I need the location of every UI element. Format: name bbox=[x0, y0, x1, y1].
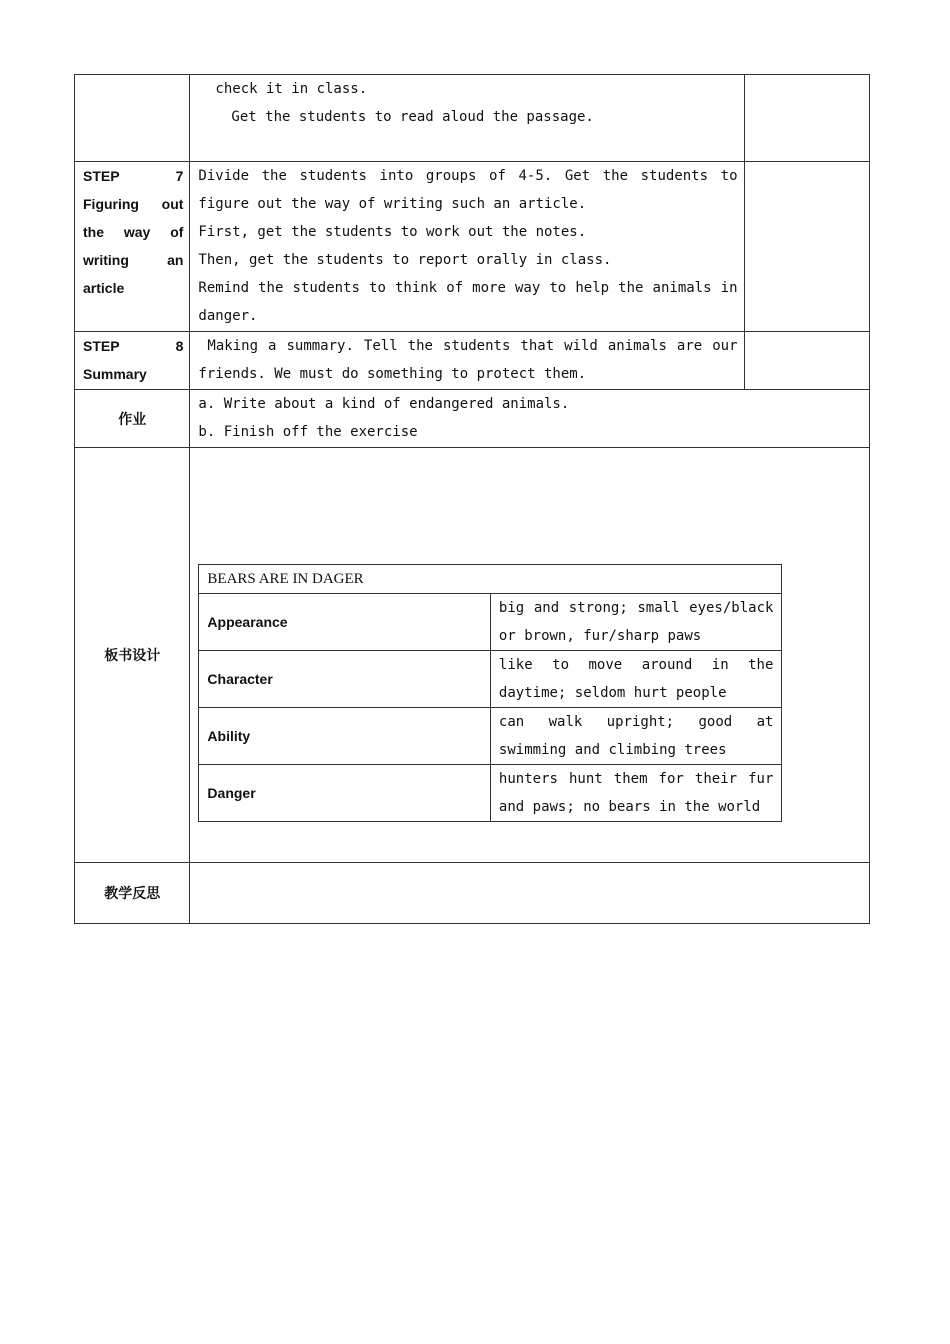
step7-row bbox=[75, 162, 870, 332]
step8-row bbox=[75, 332, 870, 390]
board-design-table bbox=[198, 564, 782, 822]
content-line: b. Finish off the exercise bbox=[198, 424, 418, 440]
content-line: Making a summary. Tell the students that wild animals are our friends. We must do something to protect them. bbox=[198, 338, 738, 382]
continued-content-cell bbox=[190, 75, 744, 162]
content-line: Remind the students to think of more way to help the animals in danger. bbox=[198, 280, 738, 324]
board-key: Ability bbox=[199, 708, 491, 765]
board-value: big and strong; small eyes/black or brown, fur/sharp paws bbox=[490, 594, 782, 651]
board-row bbox=[199, 765, 782, 822]
content-line: Then, get the students to report orally in class. bbox=[198, 252, 612, 268]
step8-content-cell bbox=[190, 332, 744, 390]
step7-note-cell bbox=[744, 162, 870, 332]
reflection-row bbox=[75, 863, 870, 924]
step7-label-cell bbox=[75, 162, 190, 332]
board-design-content-cell bbox=[190, 448, 870, 863]
step7-content-cell bbox=[190, 162, 744, 332]
homework-content-cell bbox=[190, 390, 870, 448]
board-title: BEARS ARE IN DAGER bbox=[199, 565, 782, 594]
step8-note-cell bbox=[744, 332, 870, 390]
homework-row bbox=[75, 390, 870, 448]
step7-label: STEP 7 Figuring out the way of writing an article bbox=[83, 168, 184, 296]
content-line: check it in class. bbox=[215, 81, 368, 97]
content-line: a. Write about a kind of endangered animals. bbox=[198, 396, 570, 412]
content-line: First, get the students to work out the notes. bbox=[198, 224, 587, 240]
continued-row bbox=[75, 75, 870, 162]
lesson-plan-table bbox=[74, 74, 870, 924]
content-line: Get the students to read aloud the passage. bbox=[231, 109, 594, 125]
board-design-row bbox=[75, 448, 870, 863]
content-line: Divide the students into groups of 4-5. Get the students to figure out the way of writing such an article. bbox=[198, 168, 738, 212]
board-value: like to move around in the daytime; seldom hurt people bbox=[490, 651, 782, 708]
step8-label-cell bbox=[75, 332, 190, 390]
homework-label: 作业 bbox=[75, 390, 190, 448]
board-key: Appearance bbox=[199, 594, 491, 651]
board-row bbox=[199, 594, 782, 651]
board-key: Character bbox=[199, 651, 491, 708]
board-value: can walk upright; good at swimming and climbing trees bbox=[490, 708, 782, 765]
reflection-content-cell bbox=[190, 863, 870, 924]
board-key: Danger bbox=[199, 765, 491, 822]
board-row bbox=[199, 708, 782, 765]
continued-label-cell bbox=[75, 75, 190, 162]
step8-label: STEP 8 Summary bbox=[83, 338, 184, 382]
reflection-label: 教学反思 bbox=[75, 863, 190, 924]
board-row bbox=[199, 651, 782, 708]
board-design-label: 板书设计 bbox=[75, 448, 190, 863]
continued-note-cell bbox=[744, 75, 870, 162]
board-value: hunters hunt them for their fur and paws; no bears in the world bbox=[490, 765, 782, 822]
